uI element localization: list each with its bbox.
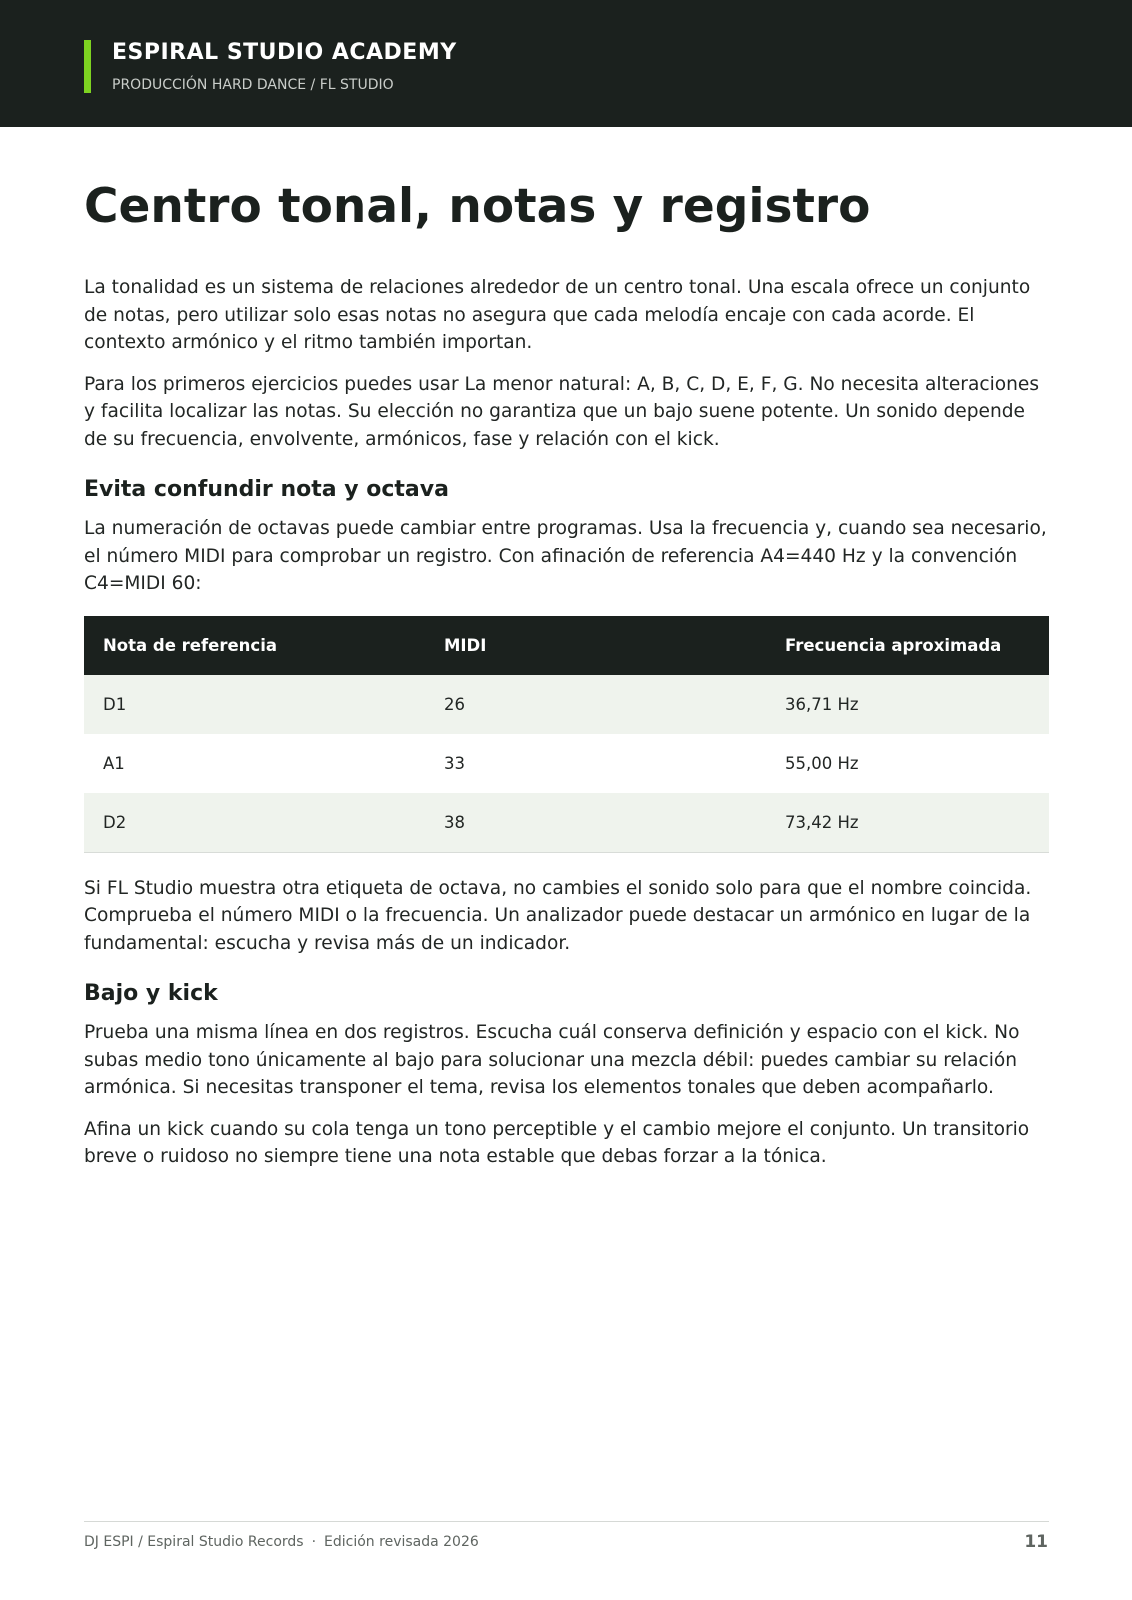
- table-cell-midi: 26: [444, 694, 465, 714]
- table-cell-frequency: 55,00 Hz: [785, 753, 859, 773]
- footer-credits: [84, 1534, 479, 1550]
- after-table-paragraph: Si FL Studio muestra otra etiqueta de octava, no cambies el sonido solo para que el nombre coincida. Comprueba el número MIDI o la frecuencia. Un analizador puede destacar un armónico en lugar de la fundamental: escucha y revisa más de un indicador.: [84, 877, 1032, 954]
- notes-table: [84, 616, 1049, 853]
- page-number: 11: [1024, 1532, 1048, 1552]
- table-row: [84, 675, 1049, 734]
- table-cell-midi: 33: [444, 753, 465, 773]
- table-cell-frequency: 36,71 Hz: [785, 694, 859, 714]
- table-cell-frequency: 73,42 Hz: [766, 793, 1049, 853]
- table-cell-note: A1: [103, 753, 125, 773]
- header-accent-bar: [84, 40, 91, 93]
- section2-paragraph-2: Afina un kick cuando su cola tenga un tono perceptible y el cambio mejore el conjunto. Un transitorio breve o ruidoso no siempre tiene una nota estable que debas forzar a la tónica.: [84, 1118, 1030, 1167]
- page-content: [84, 178, 1049, 1185]
- intro-paragraph-1: La tonalidad es un sistema de relaciones alrededor de un centro tonal. Una escala ofrece un conjunto de notas, pero utilizar solo esas notas no asegura que cada melodía encaje con cada acorde. El contexto armónico y el ritmo también importan.: [84, 277, 1031, 353]
- table-cell-note: D2: [84, 793, 425, 853]
- footer-separator: ·: [311, 1534, 317, 1550]
- brand-subtitle: PRODUCCIÓN HARD DANCE / FL STUDIO: [112, 77, 394, 93]
- footer-divider: [84, 1521, 1049, 1522]
- section-heading-bajo-kick: Bajo y kick: [84, 981, 218, 1006]
- table-header-note: Nota de referencia: [103, 635, 277, 655]
- intro-paragraph-2: Para los primeros ejercicios puedes usar La menor natural: A, B, C, D, E, F, G. No necesita alteraciones y facilita localizar las notas. Su elección no garantiza que un bajo suene potente. Un sonido depende de su frecuencia, envolvente, armónicos, fase y relación con el kick.: [84, 373, 1040, 450]
- table-header-midi: MIDI: [444, 635, 487, 655]
- table-cell-midi: 38: [425, 793, 766, 853]
- footer-edition: Edición revisada 2026: [324, 1534, 479, 1550]
- section-heading-octava: Evita confundir nota y octava: [84, 477, 449, 502]
- section1-paragraph: La numeración de octavas puede cambiar entre programas. Usa la frecuencia y, cuando sea necesario, el número MIDI para comprobar un registro. Con afinación de referencia A4=440 Hz y la convención C4=MIDI 60:: [84, 518, 1047, 594]
- page-title: Centro tonal, notas y registro: [84, 179, 871, 234]
- table-cell-note: D1: [103, 694, 127, 714]
- footer-author: DJ ESPI / Espiral Studio Records: [84, 1534, 304, 1550]
- table-header-row: [84, 616, 1049, 675]
- section2-paragraph-1: Prueba una misma línea en dos registros. Escucha cuál conserva definición y espacio con el kick. No subas medio tono únicamente al bajo para solucionar una mezcla débil: puedes cambiar su relación armónica. Si necesitas transponer el tema, revisa los elementos tonales que deben acompañarlo.: [84, 1022, 1020, 1098]
- brand-title: ESPIRAL STUDIO ACADEMY: [112, 40, 457, 65]
- table-row: [84, 734, 1049, 793]
- page-header: [0, 0, 1132, 127]
- table-header-frequency: Frecuencia aproximada: [785, 635, 1002, 655]
- table-row: [84, 793, 1049, 853]
